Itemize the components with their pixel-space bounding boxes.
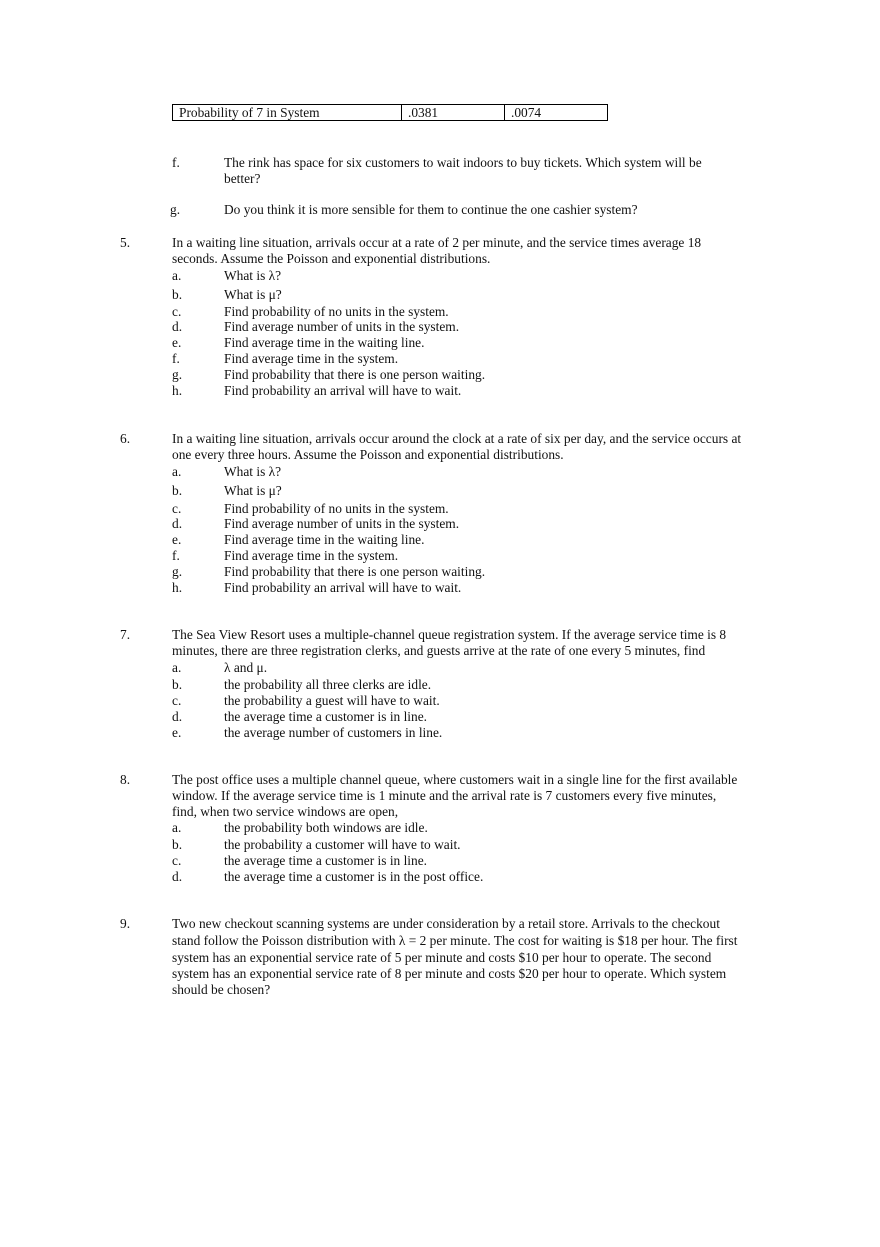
item-letter: a. xyxy=(172,820,182,835)
item-text: better? xyxy=(224,171,261,186)
question-number: 5. xyxy=(120,235,131,250)
item-letter: d. xyxy=(172,869,183,884)
item-text: Find average time in the waiting line. xyxy=(224,335,425,350)
item-letter: d. xyxy=(172,709,183,724)
item-text: Find average time in the waiting line. xyxy=(224,532,425,547)
item-text: What is μ? xyxy=(224,483,282,498)
item-letter: g. xyxy=(170,202,181,217)
item-letter: b. xyxy=(172,483,183,498)
question-text: The post office uses a multiple channel queue, where customers wait in a single line for the first available xyxy=(172,772,738,787)
question-text: find, when two service windows are open, xyxy=(172,804,399,819)
question-text: The Sea View Resort uses a multiple-channel queue registration system. If the average service time is 8 xyxy=(172,627,727,642)
item-text: Find average time in the system. xyxy=(224,351,399,366)
item-text: Find probability that there is one person waiting. xyxy=(224,367,486,382)
table-row xyxy=(173,105,608,121)
item-text: Find probability that there is one person waiting. xyxy=(224,564,486,579)
item-text: What is λ? xyxy=(224,464,282,479)
question-number: 9. xyxy=(120,916,131,931)
table-cell-label: Probability of 7 in System xyxy=(173,105,402,121)
question-text: system has an exponential service rate of 5 per minute and costs $10 per hour to operate. The second xyxy=(172,950,712,965)
question-text: minutes, there are three registration clerks, and guests arrive at the rate of one every 5 minutes, find xyxy=(172,643,706,658)
question-number: 7. xyxy=(120,627,131,642)
item-letter: e. xyxy=(172,532,182,547)
item-letter: e. xyxy=(172,725,182,740)
item-text: the probability a guest will have to wait. xyxy=(224,693,440,708)
item-letter: f. xyxy=(172,548,180,563)
item-letter: a. xyxy=(172,268,182,283)
item-text: Find probability of no units in the system. xyxy=(224,304,449,319)
item-text: the average number of customers in line. xyxy=(224,725,443,740)
item-letter: b. xyxy=(172,837,183,852)
item-text: the average time a customer is in line. xyxy=(224,853,428,868)
item-text: Find probability an arrival will have to wait. xyxy=(224,580,462,595)
item-letter: d. xyxy=(172,319,183,334)
item-letter: d. xyxy=(172,516,183,531)
question-text: window. If the average service time is 1 minute and the arrival rate is 7 customers every five minutes, xyxy=(172,788,717,803)
item-letter: b. xyxy=(172,287,183,302)
item-text: Find probability an arrival will have to wait. xyxy=(224,383,462,398)
item-letter: c. xyxy=(172,853,182,868)
item-letter: b. xyxy=(172,677,183,692)
item-text: the probability a customer will have to wait. xyxy=(224,837,461,852)
item-letter: h. xyxy=(172,580,183,595)
question-text: system has an exponential service rate of 8 per minute and costs $20 per hour to operate. Which system xyxy=(172,966,727,981)
item-letter: c. xyxy=(172,304,182,319)
item-text: The rink has space for six customers to wait indoors to buy tickets. Which system will be xyxy=(224,155,702,170)
item-letter: f. xyxy=(172,351,180,366)
question-text: Two new checkout scanning systems are under consideration by a retail store. Arrivals to the checkout xyxy=(172,916,720,931)
item-text: the average time a customer is in line. xyxy=(224,709,428,724)
question-text: In a waiting line situation, arrivals occur at a rate of 2 per minute, and the service times average 18 xyxy=(172,235,702,250)
item-letter: e. xyxy=(172,335,182,350)
item-text: Find probability of no units in the system. xyxy=(224,501,449,516)
question-number: 6. xyxy=(120,431,131,446)
item-letter: c. xyxy=(172,693,182,708)
item-text: Find average time in the system. xyxy=(224,548,399,563)
item-text: λ and μ. xyxy=(224,660,268,675)
question-text: seconds. Assume the Poisson and exponential distributions. xyxy=(172,251,491,266)
question-text: one every three hours. Assume the Poisson and exponential distributions. xyxy=(172,447,564,462)
item-letter: a. xyxy=(172,464,182,479)
item-letter: c. xyxy=(172,501,182,516)
question-text: stand follow the Poisson distribution with λ = 2 per minute. The cost for waiting is $18 per hour. The first xyxy=(172,933,738,948)
question-text: In a waiting line situation, arrivals occur around the clock at a rate of six per day, and the service occurs at xyxy=(172,431,742,446)
item-text: the probability all three clerks are idle. xyxy=(224,677,432,692)
item-letter: g. xyxy=(172,367,183,382)
probability-table xyxy=(172,104,608,121)
item-letter: f. xyxy=(172,155,180,170)
item-letter: a. xyxy=(172,660,182,675)
item-text: Find average number of units in the system. xyxy=(224,516,460,531)
item-text: Find average number of units in the system. xyxy=(224,319,460,334)
item-text: the probability both windows are idle. xyxy=(224,820,428,835)
table-cell-value-1: .0381 xyxy=(402,105,505,121)
item-text: What is μ? xyxy=(224,287,282,302)
question-number: 8. xyxy=(120,772,131,787)
item-text: What is λ? xyxy=(224,268,282,283)
item-text: the average time a customer is in the post office. xyxy=(224,869,484,884)
item-letter: h. xyxy=(172,383,183,398)
item-letter: g. xyxy=(172,564,183,579)
table-cell-value-2: .0074 xyxy=(505,105,608,121)
question-text: should be chosen? xyxy=(172,982,271,997)
item-text: Do you think it is more sensible for them to continue the one cashier system? xyxy=(224,202,638,217)
